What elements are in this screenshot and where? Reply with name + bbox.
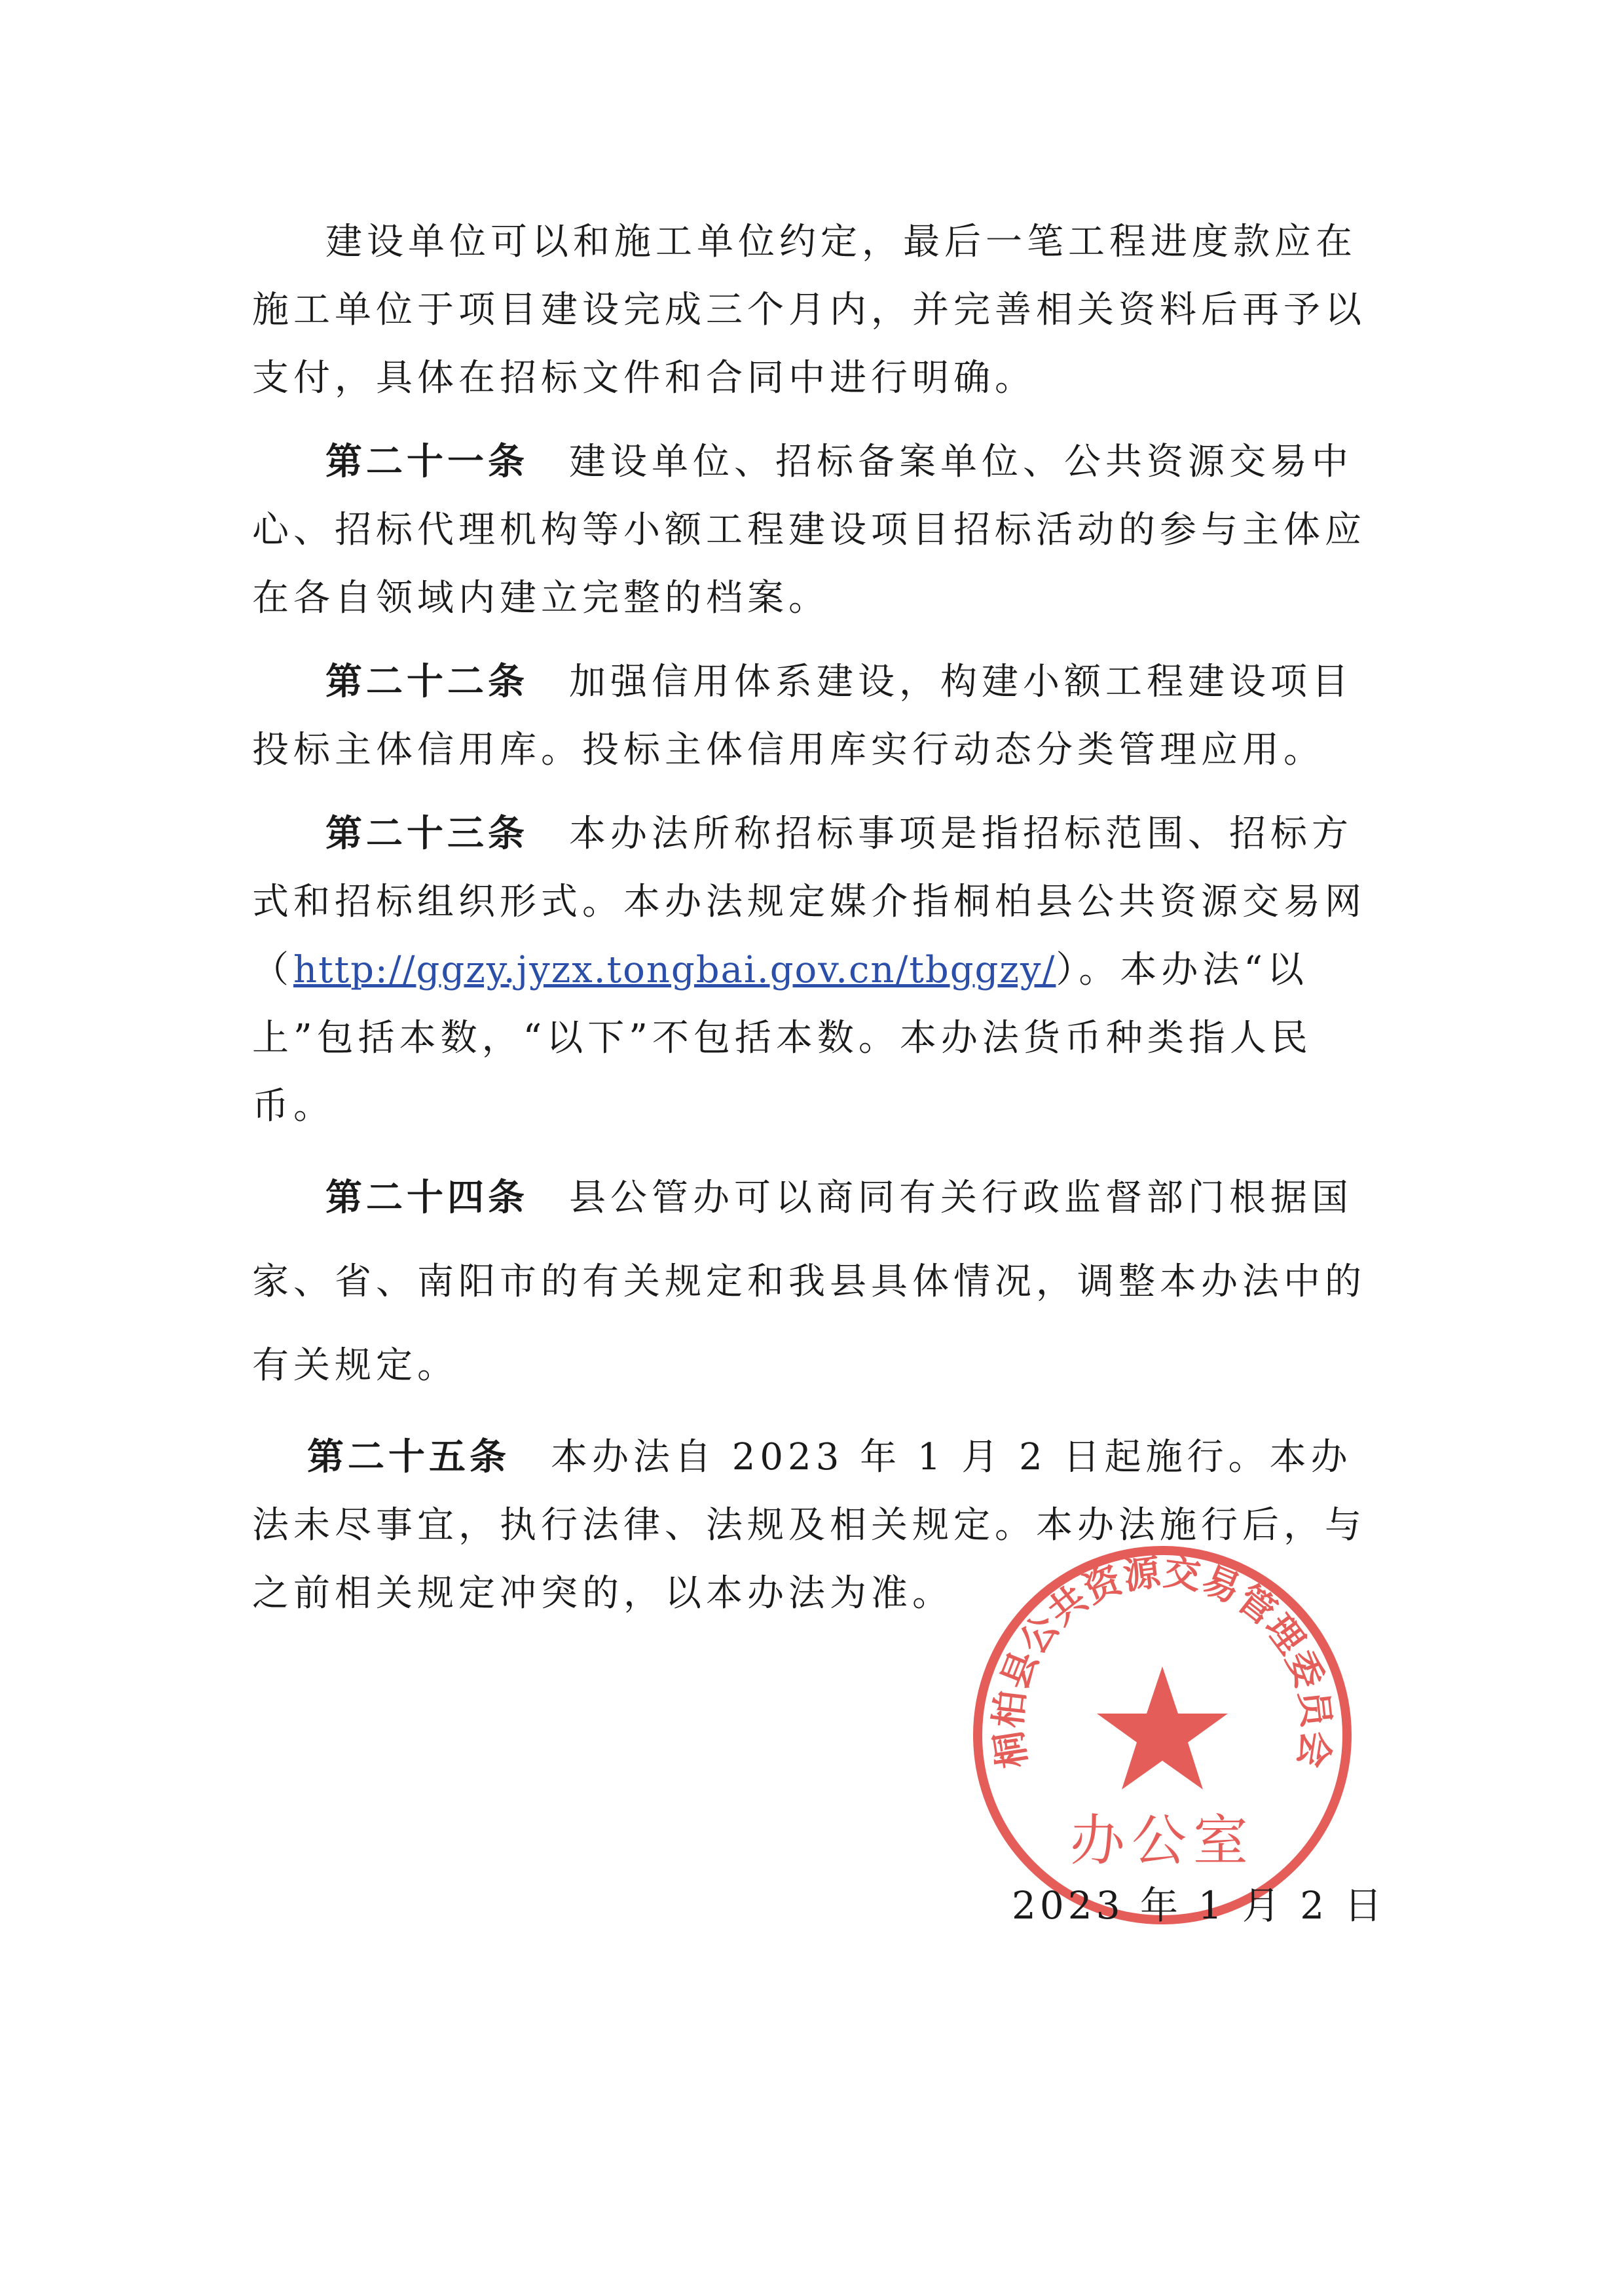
paragraph-payment-terms <box>252 208 1378 413</box>
article-number: 第二十三条 <box>325 813 528 855</box>
document-body <box>252 208 1378 1628</box>
article-number: 第二十一条 <box>325 441 528 483</box>
seal-ring-text: 桐柏县公共资源交易管理委员会 <box>987 1551 1338 1771</box>
article-24 <box>252 1156 1378 1408</box>
article-text: 加强信用体系建设，构建小额工程建设项目投标主体信用库。投标主体信用库实行动态分类管理应用。 <box>252 661 1353 771</box>
article-22 <box>252 648 1378 784</box>
article-number: 第二十四条 <box>325 1177 528 1219</box>
paragraph-text: 建设单位可以和施工单位约定，最后一笔工程进度款应在施工单位于项目建设完成三个月内，并完善相关资料后再予以支付，具体在招标文件和合同中进行明确。 <box>252 221 1366 399</box>
signature-date: 2023 年 1 月 2 日 <box>1012 1883 1386 1928</box>
article-text-after-link: ）。本办法“以上”包括本数，“以下”不包括本数。本办法货币种类指人民币。 <box>252 949 1312 1128</box>
official-seal <box>969 1542 1356 1928</box>
article-text-before-link: 本办法所称招标事项是指招标范围、招标方式和招标组织形式。本办法规定媒介指桐柏县公共资源交易网（ <box>252 813 1366 991</box>
article-text: 县公管办可以商同有关行政监督部门根据国家、省、南阳市的有关规定和我县具体情况，调整本办法中的有关规定。 <box>252 1177 1366 1387</box>
article-21 <box>252 428 1378 633</box>
article-number: 第二十二条 <box>325 661 528 703</box>
article-23 <box>252 800 1378 1141</box>
seal-center-text: 办公室 <box>1069 1808 1255 1873</box>
media-website-link[interactable]: http://ggzy.jyzx.tongbai.gov.cn/tbggzy/ <box>293 949 1056 991</box>
article-text: 本办法自 2023 年 1 月 2 日起施行。本办法未尽事宜，执行法律、法规及相关规定。本办法施行后，与之前相关规定冲突的，以本办法为准。 <box>252 1436 1366 1615</box>
article-number: 第二十五条 <box>307 1436 510 1478</box>
article-text: 建设单位、招标备案单位、公共资源交易中心、招标代理机构等小额工程建设项目招标活动的参与主体应在各自领域内建立完整的档案。 <box>252 441 1366 619</box>
seal-star-icon <box>1097 1666 1228 1790</box>
